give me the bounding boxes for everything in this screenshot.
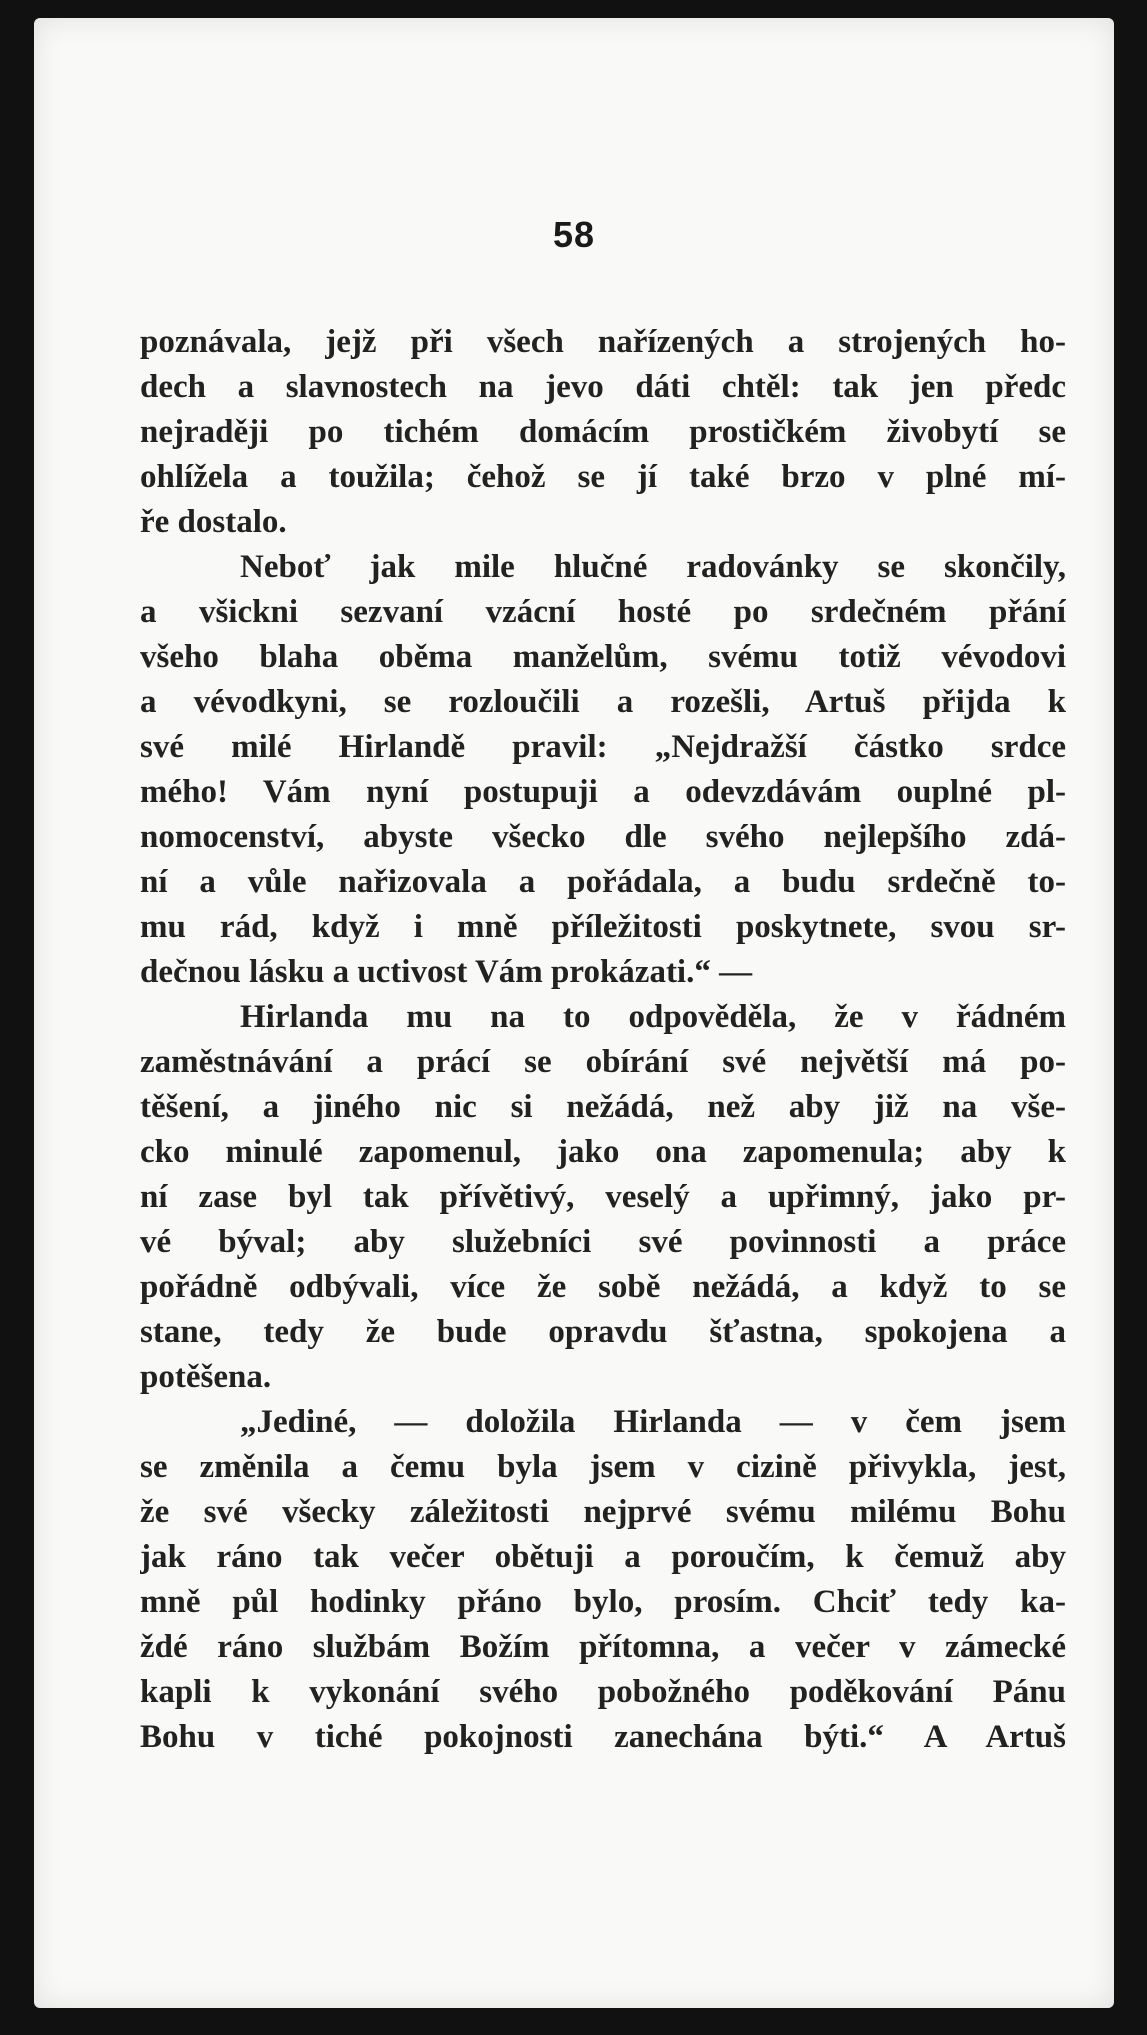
- text-line: vé býval; aby služebníci své povinnosti a práce: [140, 1224, 1066, 1260]
- text-line: dech a slavnostech na jevo dáti chtěl: tak jen předc: [140, 369, 1066, 405]
- text-line: zaměstnávání a prácí se obírání své největší má po-: [140, 1044, 1066, 1080]
- book-page: [34, 18, 1114, 2008]
- text-line: poznávala, jejž při všech nařízených a strojených ho-: [140, 324, 1066, 360]
- text-line: Hirlanda mu na to odpověděla, že v řádném: [240, 999, 1066, 1035]
- text-line: se změnila a čemu byla jsem v cizině přivykla, jest,: [140, 1449, 1066, 1485]
- text-line: ní a vůle nařizovala a pořádala, a budu srdečně to-: [140, 864, 1066, 900]
- text-line: své milé Hirlandě pravil: „Nejdražší částko srdce: [140, 729, 1066, 765]
- text-line: pořádně odbývali, více že sobě nežádá, a když to se: [140, 1269, 1066, 1305]
- text-line: mně půl hodinky přáno bylo, prosím. Chciť tedy ka-: [140, 1584, 1066, 1620]
- text-line: a vévodkyni, se rozloučili a rozešli, Artuš přijda k: [140, 684, 1066, 720]
- text-line: Neboť jak mile hlučné radovánky se skončily,: [240, 549, 1066, 585]
- text-line: mu rád, když i mně příležitosti poskytnete, svou sr-: [140, 909, 1066, 945]
- text-line: kapli k vykonání svého pobožného poděkování Pánu: [140, 1674, 1066, 1710]
- text-line: ždé ráno službám Božím přítomna, a večer v zámecké: [140, 1629, 1066, 1665]
- text-line: „Jediné, — doložila Hirlanda — v čem jsem: [240, 1404, 1066, 1440]
- body-text: [140, 320, 1066, 1760]
- text-line: mého! Vám nyní postupuji a odevzdávám ouplné pl-: [140, 774, 1066, 810]
- text-line: ní zase byl tak přívětivý, veselý a upřimný, jako pr-: [140, 1179, 1066, 1215]
- text-line: potěšena.: [140, 1359, 272, 1395]
- text-line: dečnou lásku a uctivost Vám prokázati.“ —: [140, 954, 753, 990]
- page-number: 58: [552, 214, 596, 255]
- text-line: nomocenství, abyste všecko dle svého nejlepšího zdá-: [140, 819, 1066, 855]
- text-line: všeho blaha oběma manželům, svému totiž vévodovi: [140, 639, 1066, 675]
- text-line: a všickni sezvaní vzácní hosté po srdečném přání: [140, 594, 1066, 630]
- text-line: nejraději po tichém domácím prostičkém živobytí se: [140, 414, 1066, 450]
- text-line: stane, tedy že bude opravdu šťastna, spokojena a: [140, 1314, 1066, 1350]
- text-line: cko minulé zapomenul, jako ona zapomenula; aby k: [140, 1134, 1066, 1170]
- text-line: jak ráno tak večer obětuji a poroučím, k čemuž aby: [140, 1539, 1066, 1575]
- text-line: že své všecky záležitosti nejprvé svému milému Bohu: [140, 1494, 1066, 1530]
- text-line: ře dostalo.: [140, 504, 287, 540]
- text-line: těšení, a jiného nic si nežádá, než aby již na vše-: [140, 1089, 1066, 1125]
- text-line: ohlížela a toužila; čehož se jí také brzo v plné mí-: [140, 459, 1066, 495]
- text-line: Bohu v tiché pokojnosti zanechána býti.“ A Artuš: [140, 1719, 1066, 1755]
